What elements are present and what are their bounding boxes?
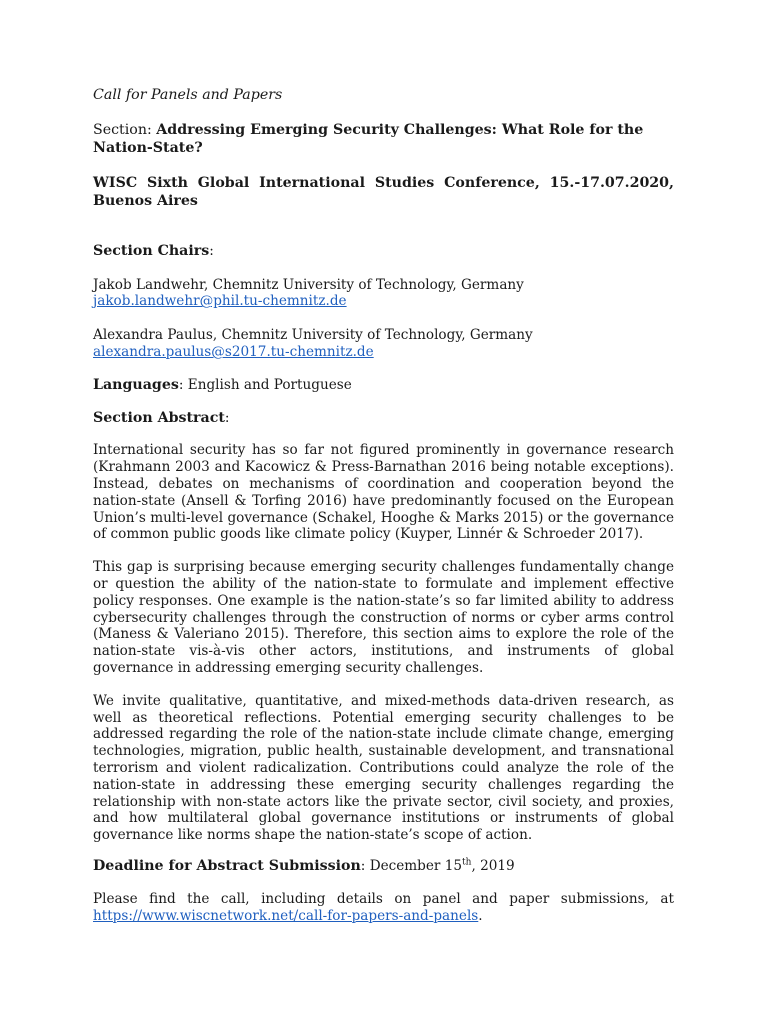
section-abstract-label: Section Abstract — [93, 409, 225, 426]
document-page — [93, 87, 674, 924]
chair-entry-2 — [93, 327, 674, 361]
section-title — [93, 121, 674, 157]
chair-name: Jakob Landwehr, Chemnitz University of Technology, Germany — [93, 276, 524, 293]
languages-value: English and Portuguese — [187, 376, 352, 393]
abstract-paragraph-3: We invite qualitative, quantitative, and mixed-methods data-driven research, as well as theoretical reflections. Potential emerging security challenges to be addressed regarding the role of the nation-state include climate change, emerging technologies, migration, public health, sustainable development, and transnational terrorism and violent radicalization. Contributions could analyze the role of the nation-state in addressing these emerging security challenges regarding the relationship with non-state actors like the private sector, civil society, and proxies, and how multilateral global governance institutions or instruments of global governance like norms shape the nation-state’s scope of action. — [93, 692, 674, 844]
deadline-line — [93, 858, 674, 875]
deadline-date: December 15 — [369, 857, 463, 874]
section-chairs-colon: : — [209, 242, 214, 259]
conference-title: WISC Sixth Global International Studies Conference, 15.-17.07.2020, Buenos Aires — [93, 174, 674, 209]
chair-entry-1 — [93, 277, 674, 311]
languages-line — [93, 377, 674, 394]
chair-name: Alexandra Paulus, Chemnitz University of Technology, Germany — [93, 327, 533, 344]
chair-email-link[interactable]: jakob.landwehr@phil.tu-chemnitz.de — [93, 293, 347, 310]
deadline-colon: : — [360, 857, 370, 874]
abstract-paragraph-2: This gap is surprising because emerging security challenges fundamentally change or question the ability of the nation-state to formulate and implement effective policy responses. One example is the nation-state’s so far limited ability to address cybersecurity challenges through the construction of norms or cyber arms control (Maness & Valeriano 2015). Therefore, this section aims to explore the role of the nation-state vis-à-vis other actors, institutions, and instruments of global governance in addressing emerging security challenges. — [93, 559, 674, 676]
section-abstract-colon: : — [224, 409, 230, 426]
section-chairs-label: Section Chairs — [93, 242, 210, 259]
section-prefix: Section: — [93, 121, 157, 138]
submission-link[interactable]: https://www.wiscnetwork.net/call-for-papers-and-panels — [93, 907, 479, 924]
section-name: Addressing Emerging Security Challenges: What Role for the Nation-State? — [93, 121, 644, 156]
submission-period: . — [478, 907, 483, 924]
submission-info — [93, 891, 674, 925]
submission-text: Please find the call, including details on panel and paper submissions, at — [93, 890, 674, 907]
deadline-date-suffix: th — [462, 857, 472, 868]
deadline-label: Deadline for Abstract Submission — [93, 857, 361, 874]
abstract-paragraph-1: International security has so far not figured prominently in governance research (Krahmann 2003 and Kacowicz & Press-Barnathan 2016 being notable exceptions). Instead, debates on mechanisms of coordination and cooperation beyond the nation-state (Ansell & Torfing 2016) have predominantly focused on the European Union’s multi-level governance (Schakel, Hooghe & Marks 2015) or the governance of common public goods like climate policy (Kuyper, Linnér & Schroeder 2017). — [93, 442, 674, 543]
section-abstract-heading — [93, 410, 674, 427]
call-heading: Call for Panels and Papers — [93, 87, 283, 103]
chair-email-link[interactable]: alexandra.paulus@s2017.tu-chemnitz.de — [93, 343, 374, 360]
deadline-year: , 2019 — [471, 857, 515, 874]
languages-colon: : — [178, 376, 188, 393]
languages-label: Languages — [93, 376, 179, 393]
section-chairs-heading — [93, 243, 674, 260]
